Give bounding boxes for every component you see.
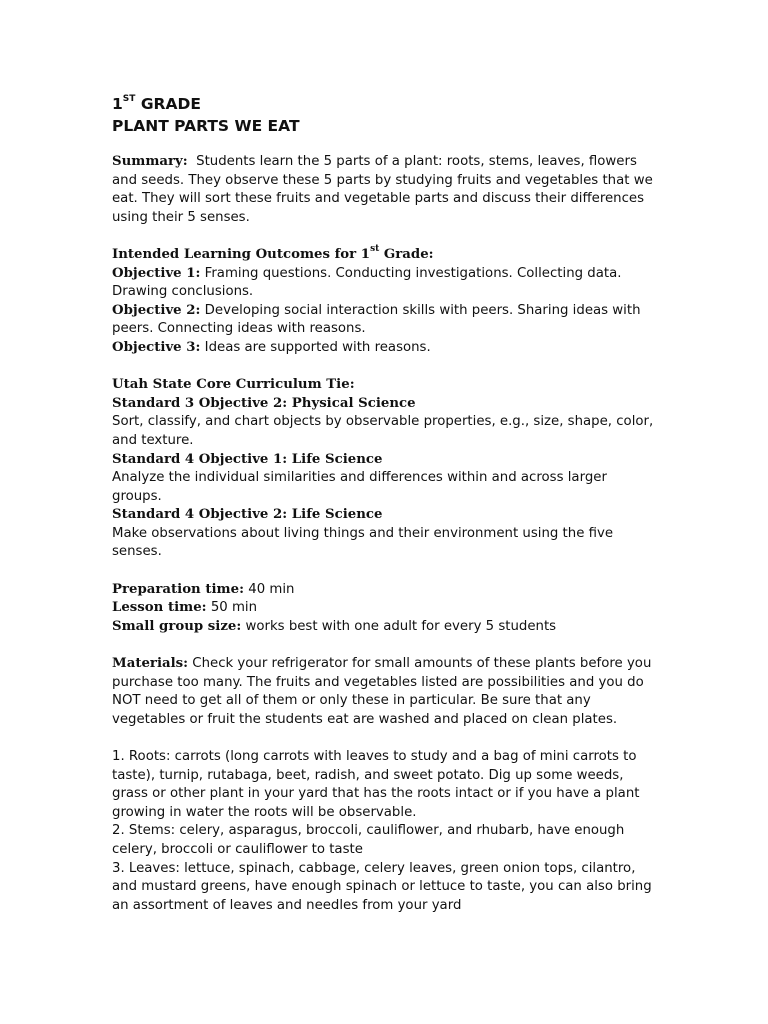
list-item: 2. Stems: celery, asparagus, broccoli, cauliflower, and rhubarb, have enough celery, broccoli or cauliflower to taste <box>112 823 625 857</box>
list-item: 1. Roots: carrots (long carrots with leaves to study and a bag of mini carrots to taste), turnip, rutabaga, beet, radish, and sweet potato. Dig up some weeds, grass or other plant in your yard that has the roots intact or if you have a plant growing in water the roots will be observable. <box>112 749 640 820</box>
summary-paragraph <box>112 153 660 227</box>
objective-label: Objective 1: <box>112 265 201 281</box>
objective-label: Objective 3: <box>112 339 201 355</box>
standard-3-label: Standard 4 Objective 2: Life Science <box>112 507 383 523</box>
small-group-size <box>112 618 660 637</box>
lesson-time-value: 50 min <box>210 600 258 616</box>
summary-text: Students learn the 5 parts of a plant: roots, stems, leaves, flowers and seeds. They observe these 5 parts by studying fruits and vegetables that we eat. They will sort these fruits and vegetable parts and discuss their differences using their 5 senses. <box>112 154 653 225</box>
small-group-size-label: Small group size: <box>112 618 242 634</box>
standard-2-text: Analyze the individual similarities and differences within and across larger groups. <box>112 470 607 504</box>
grade-heading <box>112 93 660 115</box>
outcomes-heading <box>112 243 660 265</box>
lesson-time-label: Lesson time: <box>112 600 207 616</box>
standard-3-text: Make observations about living things and their environment using the five senses. <box>112 525 614 560</box>
summary-label: Summary: <box>112 154 188 169</box>
list-item: 3. Leaves: lettuce, spinach, cabbage, celery leaves, green onion tops, cilantro, and mustard greens, have enough spinach or lettuce to taste, you can also bring an assortment of leaves and needles from your yard <box>112 860 652 913</box>
standard-1-label: Standard 3 Objective 2: Physical Science <box>112 395 416 411</box>
standard-1-text: Sort, classify, and chart objects by observable properties, e.g., size, shape, color, and texture. <box>112 414 654 448</box>
lesson-time <box>112 599 660 618</box>
materials-paragraph <box>112 655 660 729</box>
grade-suffix: ST <box>122 93 136 104</box>
core-heading: Utah State Core Curriculum Tie: <box>112 377 355 393</box>
document-title: PLANT PARTS WE EAT <box>112 117 300 135</box>
objective-text: Framing questions. Conducting investigations. Collecting data. Drawing conclusions. <box>112 265 622 300</box>
objective-text: Ideas are supported with reasons. <box>204 339 431 355</box>
outcomes-heading-text: Intended Learning Outcomes for 1 <box>112 246 371 262</box>
objective-2 <box>112 302 660 339</box>
grade-number: 1 <box>112 95 123 113</box>
objective-3 <box>112 339 660 358</box>
objective-1 <box>112 265 660 302</box>
standard-2-label: Standard 4 Objective 1: Life Science <box>112 451 383 467</box>
document-page <box>112 93 660 915</box>
outcomes-heading-sup: st <box>370 243 380 254</box>
objective-text: Developing social interaction skills with peers. Sharing ideas with peers. Connecting ideas with reasons. <box>112 302 641 337</box>
preparation-time-label: Preparation time: <box>112 581 244 597</box>
preparation-time <box>112 581 660 600</box>
small-group-size-value: works best with one adult for every 5 students <box>245 618 557 634</box>
objective-label: Objective 2: <box>112 302 201 318</box>
preparation-time-value: 40 min <box>248 581 295 597</box>
materials-label: Materials: <box>112 656 189 672</box>
outcomes-heading-suffix: Grade: <box>379 246 434 262</box>
grade-word: GRADE <box>140 95 201 113</box>
materials-text: Check your refrigerator for small amounts of these plants before you purchase too many. The fruits and vegetables listed are possibilities and you do NOT need to get all of them or only these in particular. Be sure that any vegetables or fruit the students eat are washed and placed on clean plates. <box>112 656 652 727</box>
